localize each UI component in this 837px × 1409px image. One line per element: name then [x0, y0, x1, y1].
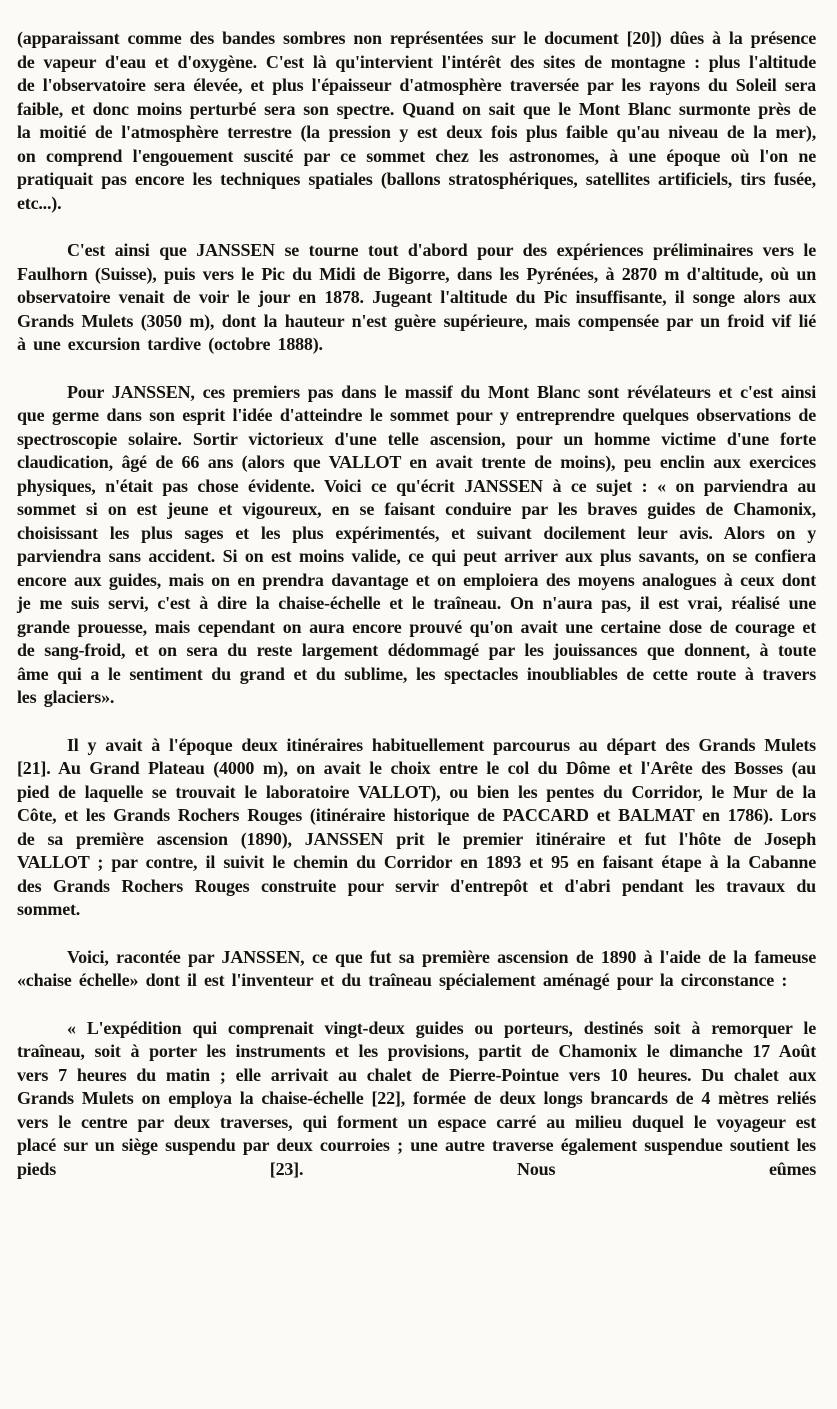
paragraph-itineraires: Il y avait à l'époque deux itinéraires habituellement parcourus au départ des Grands Mulets [21]. Au Grand Plateau (4000 m), on avait le choix entre le col du Dôme et l'Arête des Bosses (au pied de laquelle se trouvait le laboratoire VALLOT), ou bien les pentes du Corridor, le Mur de la Côte, et les Grands Rochers Rouges (itinéraire historique de PACCARD et BALMAT en 1786). Lors de sa première ascension (1890), JANSSEN prit le premier itinéraire et fut l'hôte de Joseph VALLOT ; par contre, il suivit le chemin du Corridor en 1893 et 95 en faisant étape à la Cabanne des Grands Rochers Rouges construite pour servir d'entrepôt et d'abri pendant les travaux du sommet.	[17, 734, 816, 919]
paragraph-janssen-sites: C'est ainsi que JANSSEN se tourne tout d'abord pour des expériences préliminaires vers le Faulhorn (Suisse), puis vers le Pic du Midi de Bigorre, dans les Pyrénées, à 2870 m d'altitude, où un observatoire venait de voir le jour en 1878. Jugeant l'altitude du Pic insuffisante, il songe alors aux Grands Mulets (3050 m), dont la hauteur n'est guère supérieure, mais compensée par un froid vif lié à une excursion tardive (octobre 1888).	[17, 240, 816, 354]
paragraph-voici-racontee: Voici, racontée par JANSSEN, ce que fut sa première ascension de 1890 à l'aide de la fameuse «chaise échelle» dont il est l'inventeur et du traîneau spécialement aménagé pour la circonstance :	[17, 946, 816, 990]
paragraph-premiers-pas: Pour JANSSEN, ces premiers pas dans le massif du Mont Blanc sont révélateurs et c'est ainsi que germe dans son esprit l'idée d'atteindre le sommet pour y entreprendre quelques observations de spectroscopie solaire. Sortir victorieux d'une telle ascension, pour un homme victime d'une forte claudication, âgé de 66 ans (alors que VALLOT en avait trente de moins), peu enclin aux exercices physiques, n'était pas chose évidente. Voici ce qu'écrit JANSSEN à ce sujet : « on parviendra au sommet si on est jeune et vigoureux, en se faisant conduire par les braves guides de Chamonix, choisissant les plus sages et les plus expérimentés, et suivant docilement leur avis. Alors on y parviendra sans accident. Si on est moins valide, ce qui peut arriver aux plus savants, on se confiera encore aux guides, mais on en prendra davantage et on emploiera des moyens analogues à ceux dont je me suis servi, c'est à dire la chaise-échelle et le traîneau. On n'aura pas, il est vrai, réalisé une grande prouesse, mais cependant on aura encore prouvé qu'on avait une certaine dose de courage et de sang-froid, et on sera du reste largement dédommagé par les jouissances que donnent, à toute âme qui a le sentiment du grand et du sublime, les spectacles inoubliables de cette route à travers les glaciers».	[17, 381, 816, 707]
paragraph-expedition: « L'expédition qui comprenait vingt-deux guides ou porteurs, destinés soit à remorquer le traîneau, soit à porter les instruments et les provisions, partit de Chamonix le dimanche 17 Août vers 7 heures du matin ; elle arrivait au chalet de Pierre-Pointue vers 10 heures. Du chalet aux Grands Mulets on employa la chaise-échelle [22], formée de deux longs brancards de 4 mètres reliés vers le centre par deux traverses, qui forment un espace carré au milieu duquel le voyageur est placé sur un siège suspendu par deux courroies ; une autre traverse également suspendue soutient les pieds [23]. Nous eûmes	[17, 1017, 816, 1179]
paragraph-atmosphere: (apparaissant comme des bandes sombres non représentées sur le document [20]) dûes à la présence de vapeur d'eau et d'oxygène. C'est là qu'intervient l'intérêt des sites de montagne : plus l'altitude de l'observatoire sera élevée, et plus l'épaisseur d'atmosphère traversée par les rayons du Soleil sera faible, et donc moins perturbé sera son spectre. Quand on sait que le Mont Blanc surmonte près de la moitié de l'atmosphère terrestre (la pression y est deux fois plus faible qu'au niveau de la mer), on comprend l'engouement suscité par ce sommet chez les astronomes, à une époque où l'on ne pratiquait pas encore les techniques spatiales (ballons stratosphériques, satellites artificiels, tirs fusée, etc...).	[17, 28, 816, 213]
